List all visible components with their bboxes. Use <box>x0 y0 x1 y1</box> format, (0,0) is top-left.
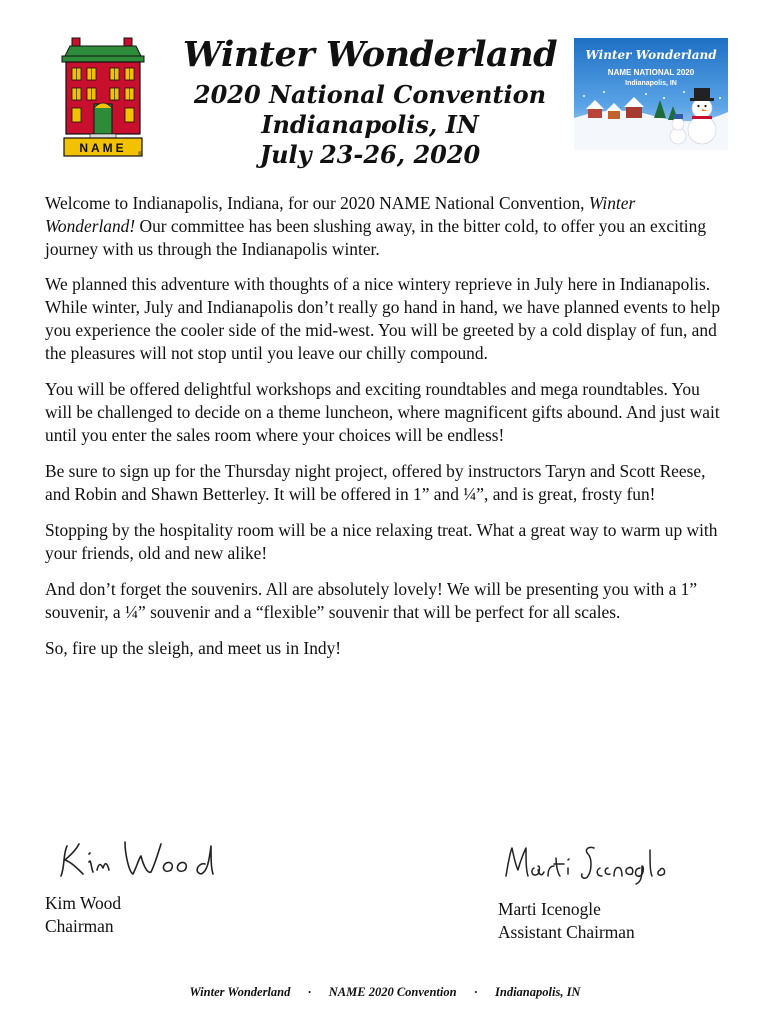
signature-block-right <box>498 836 718 944</box>
event-location: Indianapolis, IN <box>261 110 479 139</box>
footer-convention: NAME 2020 Convention <box>328 985 457 999</box>
footer-separator: · <box>473 985 478 999</box>
signature-block-left <box>45 828 265 938</box>
welcome-italic-title: Winter Wonderland! <box>45 193 636 236</box>
winter-wonderland-badge <box>574 38 728 150</box>
paragraph-adventure: We planned this adventure with thoughts of a nice wintery reprieve in July here in Indianapolis. While winter, July and Indianapolis don’t really go hand in hand, we have planned events to help you experience the cooler side of the mid-west. You will be greeted by a cold display of fun, and the pleasures will not stop until you leave our chilly compound. <box>45 274 721 363</box>
signer-name-right: Marti Icenogle <box>498 899 601 919</box>
name-house-logo <box>60 36 146 160</box>
footer-location: Indianapolis, IN <box>495 985 581 999</box>
kim-wood-signature <box>45 828 235 888</box>
paragraph-workshops: You will be offered delightful workshops and exciting roundtables and mega roundtables. You will be challenged to decide on a theme luncheon, where magnificent gifts abound. And just wait until you enter the sales room where your choices will be endless! <box>45 379 720 445</box>
marti-icenogle-signature <box>498 836 698 888</box>
footer-separator: · <box>307 985 312 999</box>
paragraph-hospitality: Stopping by the hospitality room will be a nice relaxing treat. What a great way to warm up with your friends, old and new alike! <box>45 520 718 563</box>
title-block <box>180 34 560 170</box>
event-title: Winter Wonderland <box>182 34 558 75</box>
logo-name-text: NAME <box>79 141 127 155</box>
paragraph-closing: So, fire up the sleigh, and meet us in Indy! <box>45 638 342 658</box>
paragraph-souvenirs: And don’t forget the souvenirs. All are absolutely lovely! We will be presenting you with a 1” souvenir, a ¼” souvenir and a “flexible” souvenir that will be perfect for all scales. <box>45 579 698 622</box>
footer-event-name: Winter Wonderland <box>189 985 291 999</box>
event-subtitle: 2020 National Convention <box>193 80 547 109</box>
paragraph-welcome <box>45 192 725 261</box>
welcome-text: Welcome to Indianapolis, Indiana, for our 2020 NAME National Convention, <box>45 193 589 213</box>
welcome-text-rest: Our committee has been slushing away, in the bitter cold, to offer you an exciting journey with us through the Indianapolis winter. <box>45 216 707 259</box>
signer-name-left: Kim Wood <box>45 893 122 913</box>
event-dates: July 23-26, 2020 <box>259 140 481 169</box>
registered-mark: ® <box>138 152 143 158</box>
page-footer <box>0 985 770 1000</box>
badge-title: Winter Wonderland <box>585 48 717 62</box>
letterhead <box>0 0 770 180</box>
badge-line2: Indianapolis, IN <box>625 80 677 87</box>
signer-role-right: Assistant Chairman <box>498 922 635 942</box>
signer-role-left: Chairman <box>45 916 114 936</box>
house-logo-icon <box>60 36 146 160</box>
letter-body <box>45 192 725 673</box>
paragraph-project: Be sure to sign up for the Thursday night project, offered by instructors Taryn and Scott Reese, and Robin and Shawn Betterley. It will be offered in 1” and ¼”, and is great, frosty fun! <box>45 461 706 504</box>
badge-line1: NAME NATIONAL 2020 <box>607 68 695 77</box>
